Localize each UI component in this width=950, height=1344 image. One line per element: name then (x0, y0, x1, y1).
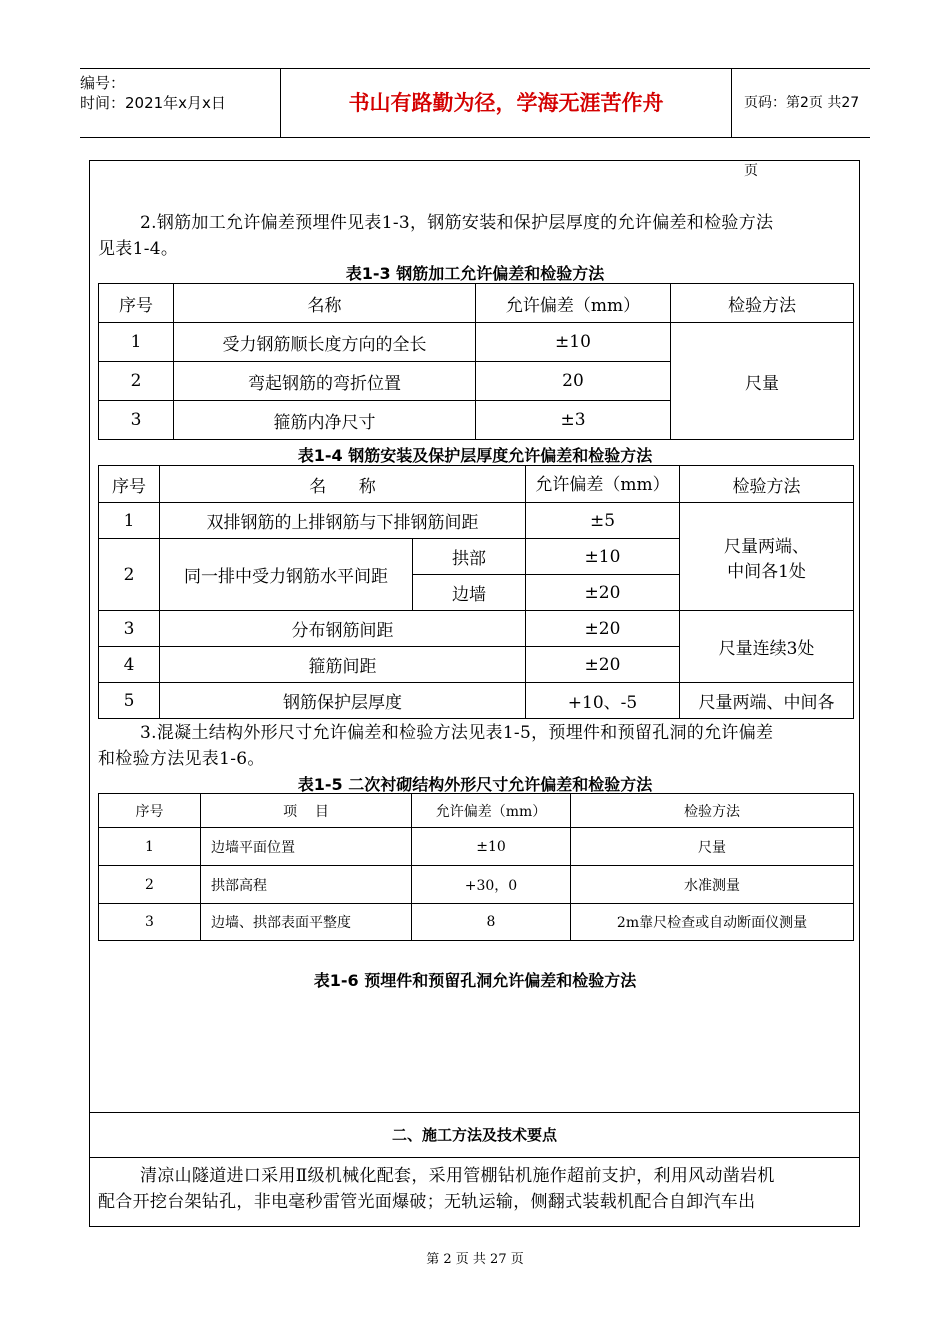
table-header-row (99, 466, 854, 503)
row-item: 边墙平面位置 (201, 828, 412, 866)
row-name: 分布钢筋间距 (160, 611, 526, 647)
table-header-row (99, 794, 854, 828)
table-row (99, 611, 854, 647)
page-label: 页码：第2页 共27页 (744, 95, 860, 179)
section-heading-row (89, 1112, 860, 1158)
method-line: 中间各1处 (727, 561, 806, 582)
row-number: 1 (99, 323, 174, 362)
paragraph-2-line2: 和检验方法见表1-6。 (98, 749, 265, 769)
row-name: 受力钢筋顺长度方向的全长 (174, 323, 476, 362)
header-cell: 检验方法 (680, 466, 854, 503)
table-row (99, 323, 854, 362)
page-header (80, 68, 870, 179)
row-number: 3 (99, 904, 201, 941)
paragraph-1 (98, 210, 858, 262)
row-tolerance: ±20 (526, 575, 680, 611)
row-subitem: 拱部 (413, 539, 526, 575)
header-cell: 序号 (99, 466, 160, 503)
row-tolerance: ±3 (476, 401, 671, 440)
table-row (99, 503, 854, 539)
table-row (99, 828, 854, 866)
row-method: 尺量两端、中间各 (680, 683, 854, 719)
row-number: 3 (99, 401, 174, 440)
row-tolerance: 8 (412, 904, 571, 941)
row-number: 5 (99, 683, 160, 719)
table-1-5-caption: 表1-5 二次衬砌结构外形尺寸允许偏差和检验方法 (297, 775, 653, 794)
table-1-3-caption: 表1-3 钢筋加工允许偏差和检验方法 (345, 264, 605, 283)
row-number: 2 (99, 539, 160, 611)
row-number: 3 (99, 611, 160, 647)
row-name: 同一排中受力钢筋水平间距 (160, 539, 413, 611)
section-paragraph-line1: 清凉山隧道进口采用Ⅱ级机械化配套，采用管棚钻机施作超前支护，利用风动凿岩机 (140, 1166, 775, 1186)
row-subitem: 边墙 (413, 575, 526, 611)
header-cell: 序号 (99, 284, 174, 323)
row-name: 箍筋内净尺寸 (174, 401, 476, 440)
header-cell: 检验方法 (571, 794, 854, 828)
row-method: 尺量 (571, 828, 854, 866)
section-paragraph (98, 1163, 858, 1215)
header-cell: 允许偏差（mm） (526, 466, 680, 503)
method-line: 尺量两端、 (724, 536, 809, 557)
table-1-4-caption: 表1-4 钢筋安装及保护层厚度允许偏差和检验方法 (297, 446, 653, 465)
motto: 书山有路勤为径，学海无涯苦作舟 (280, 69, 732, 137)
table-header-row (99, 284, 854, 323)
row-name: 弯起钢筋的弯折位置 (174, 362, 476, 401)
row-tolerance: ±5 (526, 503, 680, 539)
header-cell: 序号 (99, 794, 201, 828)
row-method: 尺量连续3处 (680, 611, 854, 683)
paragraph-1-line2: 见表1-4。 (98, 239, 179, 259)
table-1-5 (98, 793, 854, 941)
paragraph-2-line1: 3.混凝土结构外形尺寸允许偏差和检验方法见表1-5，预埋件和预留孔洞的允许偏差 (140, 723, 774, 743)
number-label: 编号： (80, 74, 126, 92)
header-cell: 检验方法 (671, 284, 854, 323)
section-paragraph-line2: 配合开挖台架钻孔，非电毫秒雷管光面爆破；无轨运输，侧翻式装载机配合自卸汽车出 (98, 1192, 756, 1212)
row-number: 4 (99, 647, 160, 683)
header-cell: 名称 (174, 284, 476, 323)
row-tolerance: ±20 (526, 611, 680, 647)
header-info (80, 69, 280, 137)
table-1-4 (98, 465, 854, 719)
time-label: 时间：2021年x月x日 (80, 94, 226, 112)
row-number: 1 (99, 503, 160, 539)
header-cell: 允许偏差（mm） (476, 284, 671, 323)
row-number: 2 (99, 362, 174, 401)
row-name: 钢筋保护层厚度 (160, 683, 526, 719)
table-1-6-caption: 表1-6 预埋件和预留孔洞允许偏差和检验方法 (313, 971, 637, 990)
row-tolerance: ±10 (476, 323, 671, 362)
row-method (680, 503, 854, 611)
table-row (99, 904, 854, 941)
page-footer: 第 2 页 共 27 页 (426, 1252, 524, 1267)
table-row (99, 683, 854, 719)
header-cell: 名 称 (160, 466, 526, 503)
row-name: 箍筋间距 (160, 647, 526, 683)
row-name: 双排钢筋的上排钢筋与下排钢筋间距 (160, 503, 526, 539)
row-tolerance: ±10 (526, 539, 680, 575)
header-cell: 允许偏差（mm） (412, 794, 571, 828)
table-row (99, 866, 854, 904)
header-cell: 项 目 (201, 794, 412, 828)
row-item: 拱部高程 (201, 866, 412, 904)
row-tolerance: +10、-5 (526, 683, 680, 719)
table-1-3 (98, 283, 854, 440)
paragraph-1-line1: 2.钢筋加工允许偏差预埋件见表1-3，钢筋安装和保护层厚度的允许偏差和检验方法 (140, 213, 774, 233)
row-tolerance: +30，0 (412, 866, 571, 904)
paragraph-2 (98, 720, 858, 772)
row-item: 边墙、拱部表面平整度 (201, 904, 412, 941)
row-number: 2 (99, 866, 201, 904)
row-tolerance: ±10 (412, 828, 571, 866)
row-method: 2m靠尺检查或自动断面仪测量 (571, 904, 854, 941)
row-method: 尺量 (671, 323, 854, 440)
row-method: 水准测量 (571, 866, 854, 904)
row-number: 1 (99, 828, 201, 866)
row-tolerance: ±20 (526, 647, 680, 683)
section-heading: 二、施工方法及技术要点 (391, 1126, 557, 1144)
row-tolerance: 20 (476, 362, 671, 401)
